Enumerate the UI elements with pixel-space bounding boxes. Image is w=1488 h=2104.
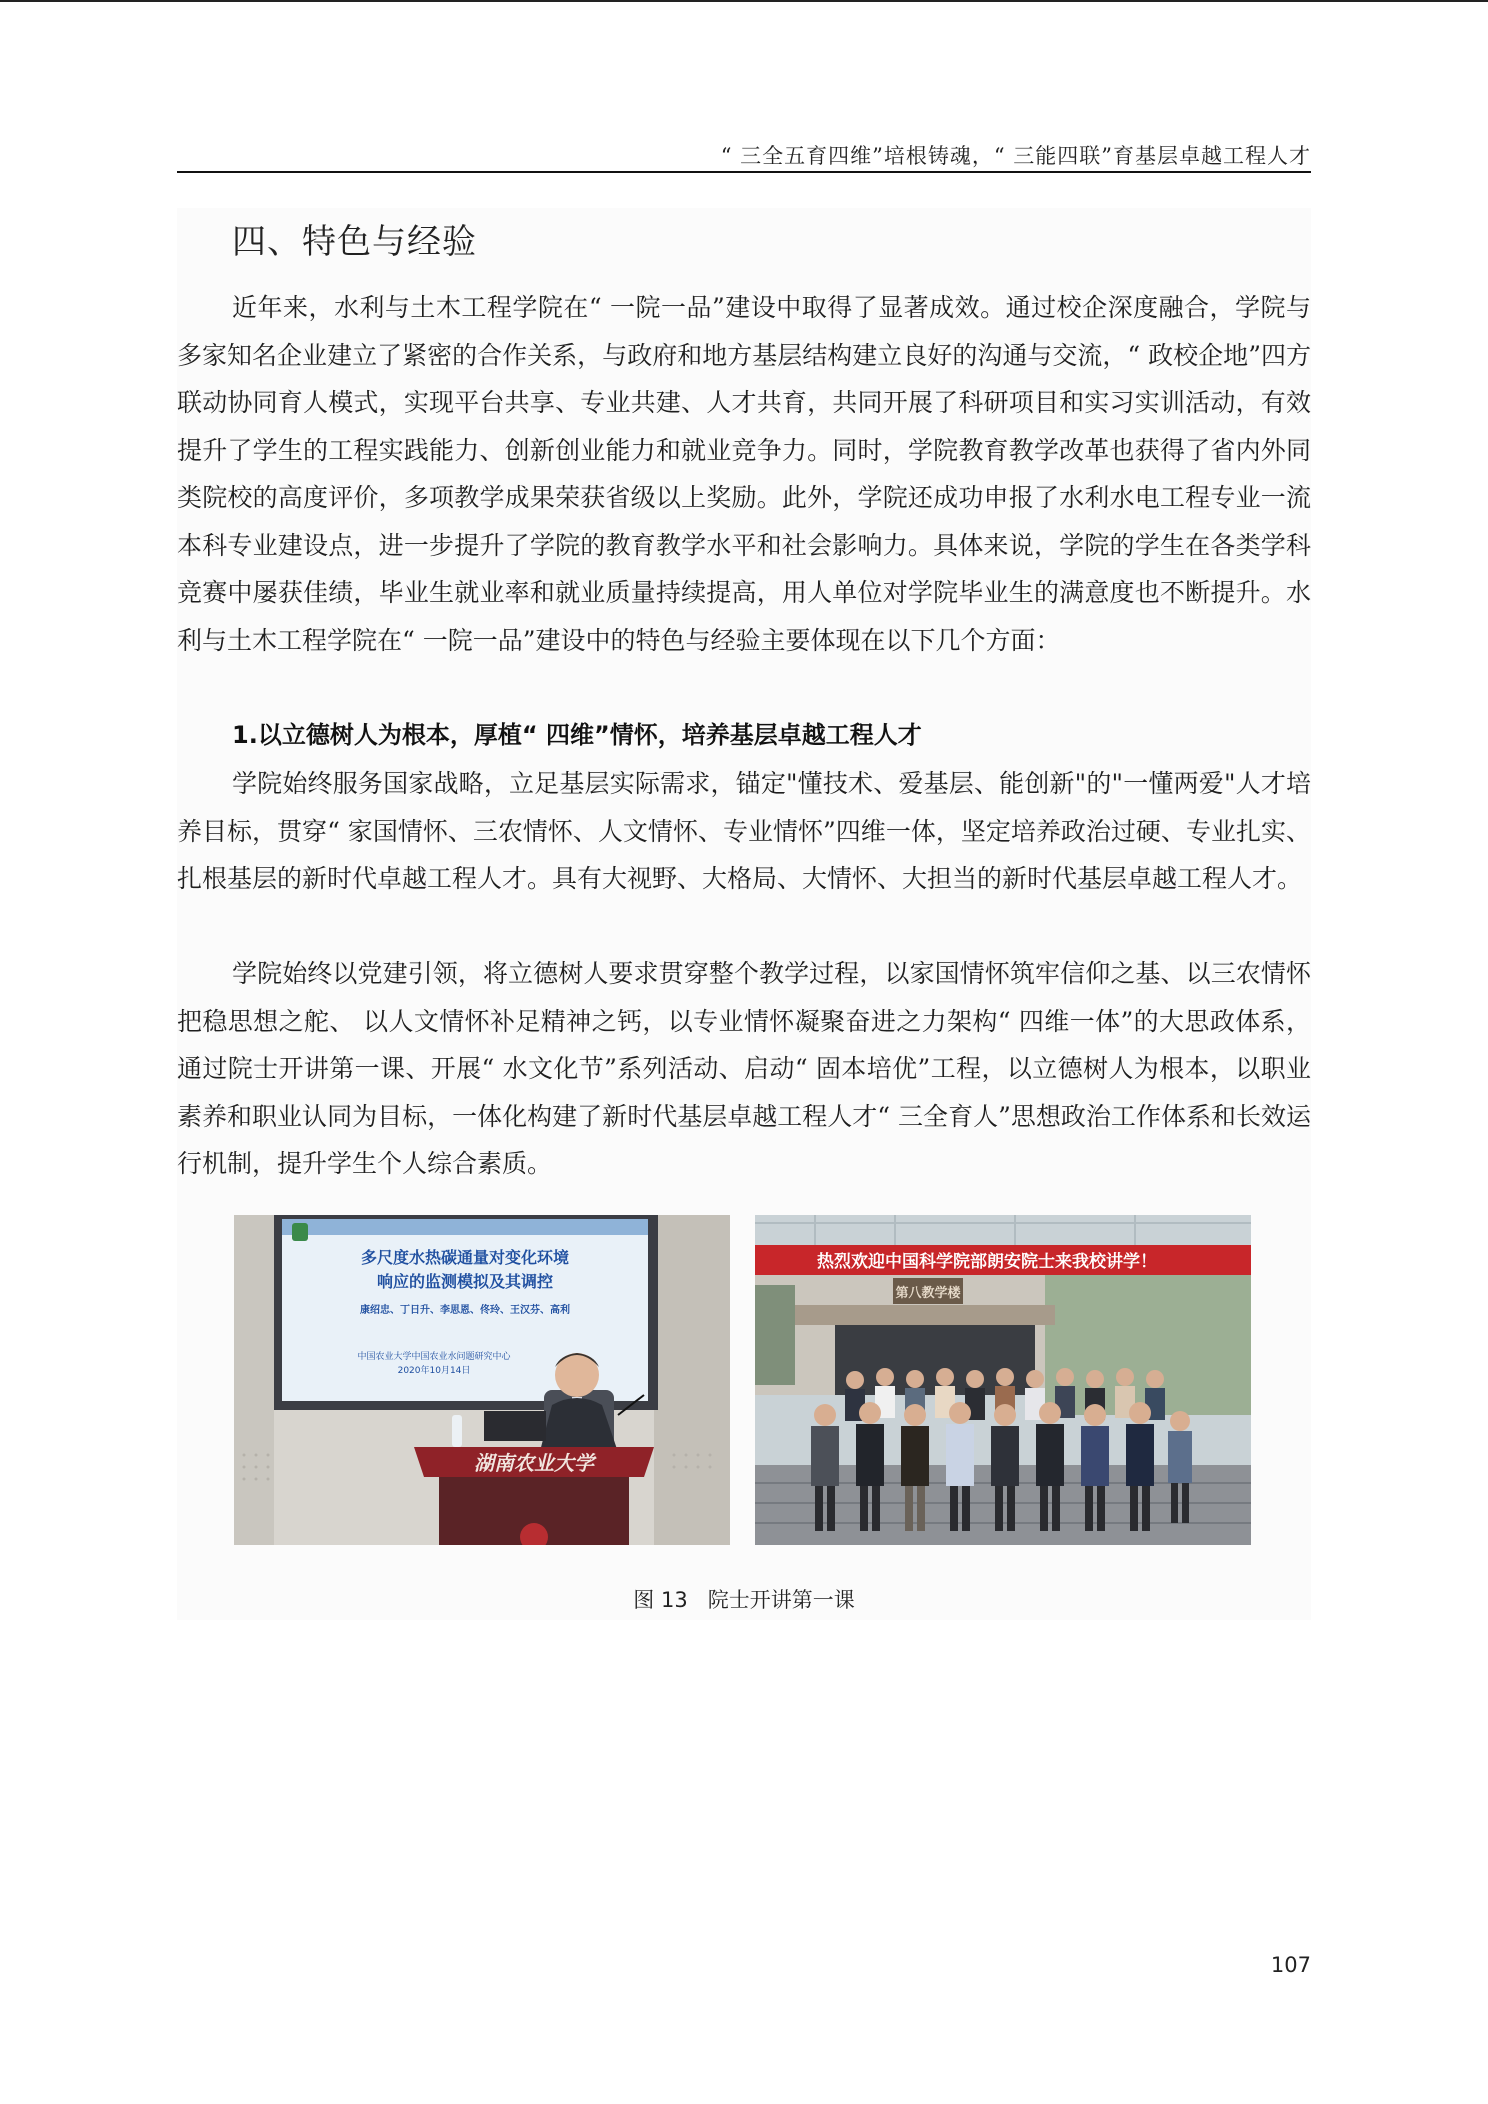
slide-date: 2020年10月14日 <box>397 1366 471 1376</box>
header-rule <box>177 171 1311 173</box>
body-paragraph-2: 学院始终以党建引领，将立德树人要求贯穿整个教学过程，以家国情怀筑牢信仰之基、以三农情怀把稳思想之舵、 以人文情怀补足精神之钙，以专业情怀凝聚奋进之力架构“ 四维一体”的大思政体系，通过院士开讲第一课、开展“ 水文化节”系列活动、启动“ 固本培优”工程，以立德树人为根本，以职业素养和职业认同为目标，一体化构建了新时代基层卓越工程人才“ 三全育人”思想政治工作体系和长效运行机制，提升学生个人综合素质。 <box>177 959 1311 1178</box>
banner-text: 热烈欢迎中国科学院部朗安院士来我校讲学！ <box>817 1252 1157 1272</box>
photo-group <box>755 1215 1251 1545</box>
intro-paragraph: 近年来，水利与土木工程学院在“ 一院一品”建设中取得了显著成效。通过校企深度融合，学院与多家知名企业建立了紧密的合作关系，与政府和地方基层结构建立良好的沟通与交流，“ 政校企地”四方联动协同育人模式，实现平台共享、专业共建、人才共育，共同开展了科研项目和实习实训活动，有效提升了学生的工程实践能力、创新创业能力和就业竞争力。同时，学院教育教学改革也获得了省内外同类院校的高度评价，多项教学成果荣获省级以上奖励。此外，学院还成功申报了水利水电工程专业一流本科专业建设点，进一步提升了学院的教育教学水平和社会影响力。具体来说，学院的学生在各类学科竞赛中屡获佳绩，毕业生就业率和就业质量持续提高，用人单位对学院毕业生的满意度也不断提升。水利与土木工程学院在“ 一院一品”建设中的特色与经验主要体现在以下几个方面： <box>177 293 1311 655</box>
building-sign: 第八教学楼 <box>895 1286 961 1301</box>
slide-title-line-1: 多尺度水热碳通量对变化环境 <box>360 1248 570 1267</box>
subheading-1: 1.以立德树人为根本，厚植“ 四维”情怀，培养基层卓越工程人才 <box>232 721 922 749</box>
photo-lecture <box>234 1215 730 1545</box>
page-number: 107 <box>1270 1953 1311 1977</box>
slide-organization: 中国农业大学中国农业水问题研究中心 <box>357 1352 511 1362</box>
figure-caption <box>177 1584 1311 1614</box>
top-border-rule <box>0 0 1488 2</box>
caption-label: 图 <box>633 1588 655 1612</box>
caption-number: 13 <box>660 1588 688 1612</box>
podium-text: 湖南农业大学 <box>474 1451 594 1475</box>
body-paragraph-1: 学院始终服务国家战略，立足基层实际需求，锚定"懂技术、爱基层、能创新"的"一懂两爱"人才培养目标，贯穿“ 家国情怀、三农情怀、人文情怀、专业情怀”四维一体，坚定培养政治过硬、专业扎实、扎根基层的新时代卓越工程人才。具有大视野、大格局、大情怀、大担当的新时代基层卓越工程人才。 <box>177 769 1311 893</box>
slide-title-line-2: 响应的监测模拟及其调控 <box>376 1272 554 1291</box>
caption-text: 院士开讲第一课 <box>707 1588 855 1612</box>
section-title: 四、特色与经验 <box>232 222 477 262</box>
slide-authors: 康绍忠、丁日升、李思恩、佟玲、王汉芬、高利 <box>360 1305 570 1316</box>
running-header: “ 三全五育四维”培根铸魂，“ 三能四联”育基层卓越工程人才 <box>720 144 1311 168</box>
